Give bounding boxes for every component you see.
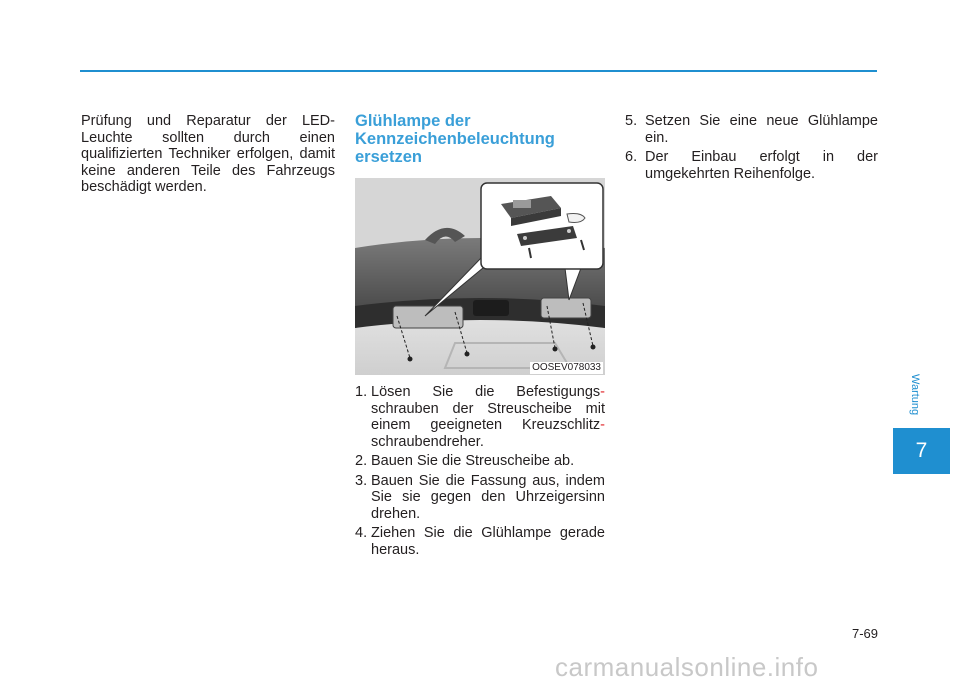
step-2: [355, 453, 605, 470]
heading-line-2: Kennzeichenbeleuchtung: [355, 130, 555, 148]
step-number: 6.: [625, 149, 638, 165]
step-text: Bauen Sie die Streuscheibe ab.: [371, 453, 575, 469]
step-text: Bauen Sie die Fassung aus, indem Sie sie gegen den Uhrzeigersinn drehen.: [371, 472, 605, 522]
step-1-text-b: schrauben der Streuscheibe mit einem geeigneten Kreuzschlitz: [371, 400, 605, 433]
middle-column: [355, 112, 605, 561]
section-side-label: Wartung: [909, 374, 921, 416]
section-heading: [355, 112, 605, 166]
step-3: [355, 473, 605, 523]
figure-code: OOSEV078033: [532, 362, 601, 373]
watermark: carmanualsonline.info: [555, 652, 819, 682]
step-number: 1.: [355, 384, 368, 400]
heading-line-3: ersetzen: [355, 148, 422, 166]
step-text: [371, 384, 605, 450]
step-text: Setzen Sie eine neue Glühlampe ein.: [645, 113, 878, 146]
step-number: 3.: [355, 472, 368, 489]
hyphen-mark: -: [600, 384, 605, 400]
step-number: 2.: [355, 453, 368, 469]
step-6: [625, 149, 878, 182]
chapter-tab: 7: [893, 428, 950, 474]
right-column: [625, 113, 878, 185]
license-lamp-figure: [355, 178, 605, 375]
step-list-continued: [625, 113, 878, 182]
step-1-text-c: schraubendreher.: [371, 433, 484, 450]
heading-line-1: Glühlampe der: [355, 112, 471, 130]
step-1-text-a: Lösen Sie die Befestigungs: [371, 384, 601, 400]
header-rule: [80, 70, 877, 72]
step-list: [355, 384, 605, 558]
led-repair-paragraph: Prüfung und Reparatur der LED-Leuchte sollten durch einen qualifizierten Techniker erfolgen, damit keine anderen Teile des Fahrzeugs beschädigt werden.: [81, 113, 335, 195]
step-number: 5.: [625, 113, 638, 129]
step-number: 4.: [355, 525, 368, 541]
step-text: Der Einbau erfolgt in der umgekehrten Reihenfolge.: [645, 149, 878, 182]
hyphen-mark: -: [600, 417, 605, 433]
page-number: 7-69: [851, 626, 878, 641]
step-5: [625, 113, 878, 146]
left-column: [81, 113, 335, 196]
step-1: [355, 384, 605, 450]
step-text: Ziehen Sie die Glühlampe gerade heraus.: [371, 525, 605, 558]
step-4: [355, 525, 605, 558]
tailgate-illustration: [355, 178, 605, 375]
